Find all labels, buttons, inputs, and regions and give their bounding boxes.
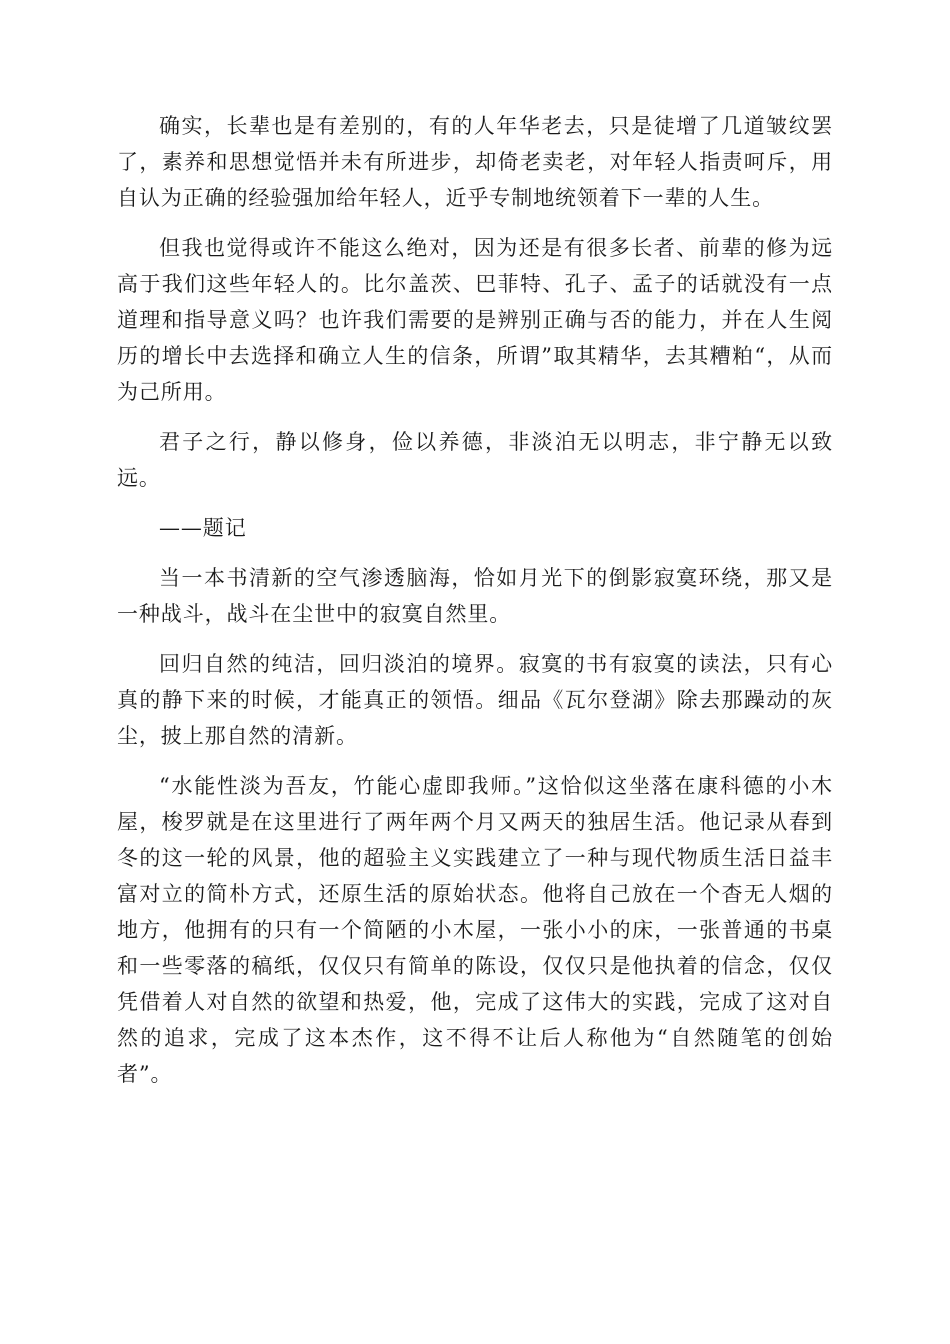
- paragraph-thoreau-cabin: “水能性淡为吾友，竹能心虚即我师。”这恰似这坐落在康科德的小木屋，梭罗就是在这里进行了两年两个月又两天的独居生活。他记录从春到冬的这一轮的风景，他的超验主义实践建立了一种与现代物质生活日益丰富对立的简朴方式，还原生活的原始状态。他将自己放在一个杳无人烟的地方，他拥有的只有一个简陋的小木屋，一张小小的床，一张普通的书桌和一些零落的稿纸，仅仅只有简单的陈设，仅仅只是他执着的信念，仅仅凭借着人对自然的欲望和热爱，他，完成了这伟大的实践，完成了这对自然的追求，完成了这本杰作，这不得不让后人称他为“自然随笔的创始者”。: [117, 774, 833, 1086]
- paragraph-elders-difference: 确实，长辈也是有差别的，有的人年华老去，只是徒增了几道皱纹罢了，素养和思想觉悟并未有所进步，却倚老卖老，对年轻人指责呵斥，用自认为正确的经验强加给年轻人，近乎专制地统领着下一辈的人生。: [117, 114, 833, 210]
- paragraph-epigraph-label: ——题记: [159, 516, 247, 540]
- paragraph-epigraph-quote: 君子之行，静以修身，俭以养德，非淡泊无以明志，非宁静无以致远。: [117, 430, 833, 490]
- paragraph-not-absolute: 但我也觉得或许不能这么绝对，因为还是有很多长者、前辈的修为远高于我们这些年轻人的。比尔盖茨、巴菲特、孔子、孟子的话就没有一点道理和指导意义吗？也许我们需要的是辨别正确与否的能力，并在人生阅历的增长中去选择和确立人生的信条，所谓”取其精华，去其糟粕“，从而为己所用。: [117, 236, 833, 404]
- paragraph-return-nature: 回归自然的纯洁，回归淡泊的境界。寂寞的书有寂寞的读法，只有心真的静下来的时候，才能真正的领悟。细品《瓦尔登湖》除去那躁动的灰尘，披上那自然的清新。: [117, 652, 833, 748]
- document-body: [117, 108, 833, 1106]
- paragraph-book-air: 当一本书清新的空气渗透脑海，恰如月光下的倒影寂寞环绕，那又是一种战斗，战斗在尘世中的寂寞自然里。: [117, 566, 833, 626]
